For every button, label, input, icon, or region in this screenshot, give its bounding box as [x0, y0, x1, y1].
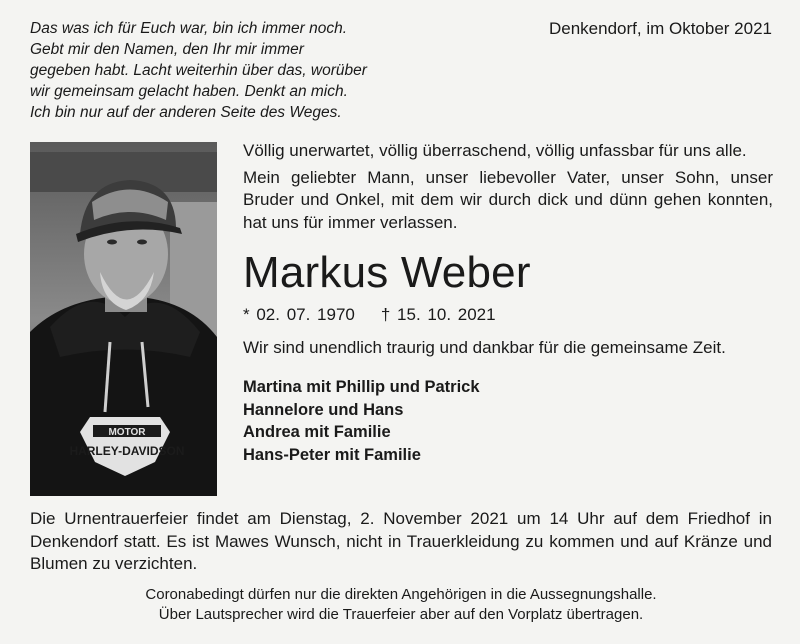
- note-line: Coronabedingt dürfen nur die direkten Angehörigen in die Aussegnungshalle.: [145, 586, 657, 603]
- family-list: [243, 376, 773, 466]
- life-dates: [243, 304, 773, 327]
- birth-date: * 02. 07. 1970: [243, 305, 355, 324]
- intro-paragraph-1: Völlig unerwartet, völlig überraschend, völlig unfassbar für uns alle.: [243, 141, 747, 160]
- family-member: Andrea mit Familie: [243, 423, 391, 441]
- family-member: Hannelore und Hans: [243, 400, 404, 419]
- hoodie-text-top: MOTOR: [108, 427, 146, 438]
- portrait-illustration: [30, 142, 217, 496]
- family-member: Martina mit Phillip und Patrick: [243, 378, 480, 396]
- poem: [30, 18, 450, 123]
- place-date: Denkendorf, im Oktober 2021: [548, 19, 772, 38]
- hoodie-text-bottom: HARLEY-DAVIDSON: [69, 444, 185, 458]
- note-line: Über Lautsprecher wird die Trauerfeier aber auf den Vorplatz übertragen.: [158, 606, 644, 623]
- portrait-photo: [30, 142, 217, 496]
- corona-note: [30, 585, 772, 625]
- deceased-name: Markus Weber: [243, 248, 531, 297]
- poem-line: gegeben habt. Lacht weiterhin über das, worüber: [30, 62, 367, 79]
- main-text: [243, 140, 773, 466]
- poem-line: Gebt mir den Namen, den Ihr mir immer: [30, 41, 304, 58]
- death-date: † 15. 10. 2021: [380, 305, 496, 324]
- intro-paragraph-2: Mein geliebter Mann, unser liebevoller Vater, unser Sohn, unser Bruder und Onkel, mit dem wir durch dick und dünn gehen konnten, hat uns für immer verlassen.: [243, 167, 773, 232]
- poem-line: wir gemeinsam gelacht haben. Denkt an mich.: [30, 83, 348, 100]
- ceremony-text: Die Urnentrauerfeier findet am Dienstag, 2. November 2021 um 14 Uhr auf dem Friedhof in Denkendorf statt. Es ist Mawes Wunsch, nicht in Trauerkleidung zu kommen und auf Kränze und Blumen zu verzichten.: [30, 509, 772, 573]
- poem-line: Das was ich für Euch war, bin ich immer noch.: [30, 20, 348, 37]
- poem-line: Ich bin nur auf der anderen Seite des Weges.: [30, 104, 342, 121]
- thanks-text: Wir sind unendlich traurig und dankbar für die gemeinsame Zeit.: [243, 337, 726, 357]
- family-member: Hans-Peter mit Familie: [243, 445, 421, 464]
